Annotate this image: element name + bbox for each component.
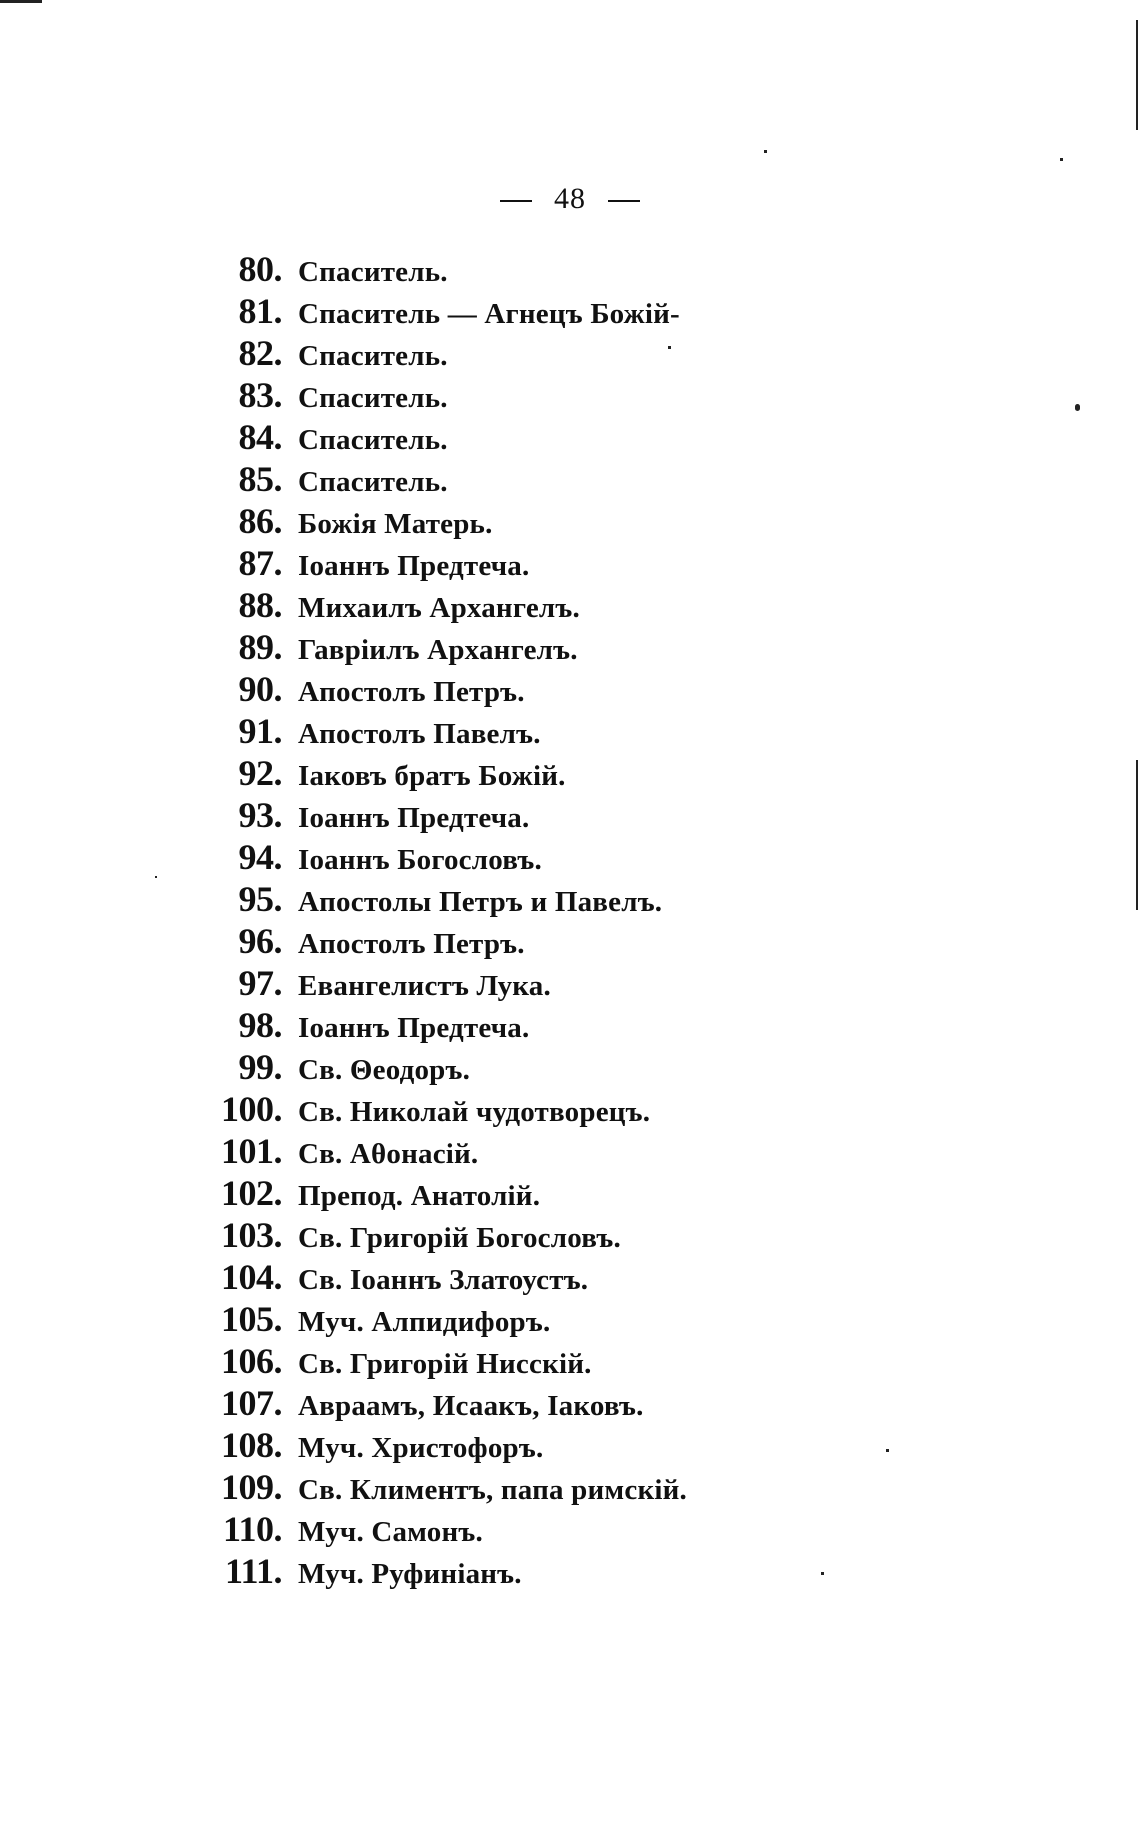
entry-number: 94. [238, 837, 282, 877]
list-item [180, 1466, 900, 1508]
entry-title: Спаситель — Агнецъ Божій- [298, 298, 680, 330]
entry-title: Муч. Христофоръ. [298, 1432, 544, 1464]
entry-number: 82. [238, 333, 282, 373]
list-item [180, 332, 900, 374]
entry-title: Божія Матерь. [298, 508, 493, 540]
entry-number: 83. [238, 375, 282, 415]
list-item [180, 1340, 900, 1382]
entry-title: Св. Николай чудотворецъ. [298, 1096, 651, 1128]
list-item [180, 1256, 900, 1298]
entry-title: Св. Θеодоръ. [298, 1054, 471, 1086]
list-item [180, 626, 900, 668]
entry-title: Св. Аθонасій. [298, 1138, 479, 1170]
entry-number: 102. [221, 1173, 282, 1213]
list-item [180, 500, 900, 542]
entry-number: 95. [238, 879, 282, 919]
scan-speck [821, 1572, 824, 1575]
entry-title: Препод. Анатолій. [298, 1180, 541, 1212]
entry-number: 108. [221, 1425, 282, 1465]
list-item [180, 1172, 900, 1214]
entry-number: 98. [238, 1005, 282, 1045]
list-item [180, 1382, 900, 1424]
entry-number: 101. [221, 1131, 282, 1171]
entry-title: Муч. Самонъ. [298, 1516, 483, 1548]
entry-title: Св. Григорій Богословъ. [298, 1222, 621, 1254]
list-item [180, 458, 900, 500]
entry-number: 96. [238, 921, 282, 961]
scan-speck [1060, 158, 1063, 161]
entry-number: 97. [238, 963, 282, 1003]
entry-title: Муч. Руфиніанъ. [298, 1558, 522, 1590]
entry-title: Спаситель. [298, 340, 448, 372]
list-item [180, 1214, 900, 1256]
entry-number: 81. [238, 291, 282, 331]
entry-number: 109. [221, 1467, 282, 1507]
list-item [180, 668, 900, 710]
list-item [180, 290, 900, 332]
page-number-value: 48 [554, 182, 586, 215]
list-item [180, 584, 900, 626]
list-item [180, 1298, 900, 1340]
entry-title: Св. Іоаннъ Златоустъ. [298, 1264, 589, 1296]
list-item [180, 1550, 900, 1592]
entry-title: Спаситель. [298, 466, 448, 498]
entry-title: Гавріилъ Архангелъ. [298, 634, 578, 666]
entry-title: Спаситель. [298, 424, 448, 456]
scan-speck [1075, 404, 1080, 411]
entry-title: Спаситель. [298, 256, 448, 288]
entry-title: Іоаннъ Предтеча. [298, 550, 530, 582]
list-item [180, 374, 900, 416]
entry-title: Апостолъ Петръ. [298, 676, 525, 708]
list-item [180, 1424, 900, 1466]
scan-speck [0, 0, 42, 3]
entry-number: 110. [222, 1509, 282, 1549]
entry-number: 106. [221, 1341, 282, 1381]
entry-number: 103. [221, 1215, 282, 1255]
scan-speck [668, 346, 671, 349]
entry-number: 93. [238, 795, 282, 835]
list-item [180, 962, 900, 1004]
list-item [180, 836, 900, 878]
list-item [180, 794, 900, 836]
entry-number: 89. [238, 627, 282, 667]
list-item [180, 542, 900, 584]
scan-speck [764, 150, 767, 153]
list-item [180, 1130, 900, 1172]
entry-title: Апостолъ Павелъ. [298, 718, 541, 750]
entry-number: 80. [238, 249, 282, 289]
entry-title: Муч. Алпидифоръ. [298, 1306, 551, 1338]
entry-number: 104. [221, 1257, 282, 1297]
list-item [180, 752, 900, 794]
list-item [180, 1004, 900, 1046]
list-item [180, 710, 900, 752]
entry-number: 84. [238, 417, 282, 457]
left-dash [500, 200, 532, 202]
entry-title: Апостолы Петръ и Павелъ. [298, 886, 663, 918]
list-item [180, 1088, 900, 1130]
entry-number: 107. [221, 1383, 282, 1423]
entry-title: Апостолъ Петръ. [298, 928, 525, 960]
list-item [180, 1508, 900, 1550]
entry-number: 100. [221, 1089, 282, 1129]
page-edge-line [1136, 760, 1138, 910]
entry-title: Іаковъ братъ Божій. [298, 760, 566, 792]
entry-title: Михаилъ Архангелъ. [298, 592, 580, 624]
list-item [180, 248, 900, 290]
list-item [180, 878, 900, 920]
entry-list [180, 248, 900, 1592]
scan-speck [886, 1449, 889, 1452]
entry-number: 86. [238, 501, 282, 541]
entry-title: Іоаннъ Богословъ. [298, 844, 542, 876]
entry-title: Евангелистъ Лука. [298, 970, 551, 1002]
entry-title: Іоаннъ Предтеча. [298, 1012, 530, 1044]
page-number [0, 182, 1140, 216]
list-item [180, 416, 900, 458]
entry-number: 90. [238, 669, 282, 709]
entry-number: 99. [238, 1047, 282, 1087]
right-dash [608, 200, 640, 202]
entry-number: 111. [224, 1551, 282, 1591]
page-edge-line [1136, 20, 1138, 130]
entry-title: Св. Григорій Нисскій. [298, 1348, 592, 1380]
entry-number: 85. [238, 459, 282, 499]
entry-title: Св. Климентъ, папа римскій. [298, 1474, 687, 1506]
entry-number: 105. [221, 1299, 282, 1339]
entry-title: Авраамъ, Исаакъ, Іаковъ. [298, 1390, 644, 1422]
entry-number: 91. [238, 711, 282, 751]
entry-title: Іоаннъ Предтеча. [298, 802, 530, 834]
scan-speck [155, 876, 157, 878]
entry-title: Спаситель. [298, 382, 448, 414]
entry-number: 88. [238, 585, 282, 625]
entry-number: 87. [238, 543, 282, 583]
list-item [180, 1046, 900, 1088]
list-item [180, 920, 900, 962]
entry-number: 92. [238, 753, 282, 793]
